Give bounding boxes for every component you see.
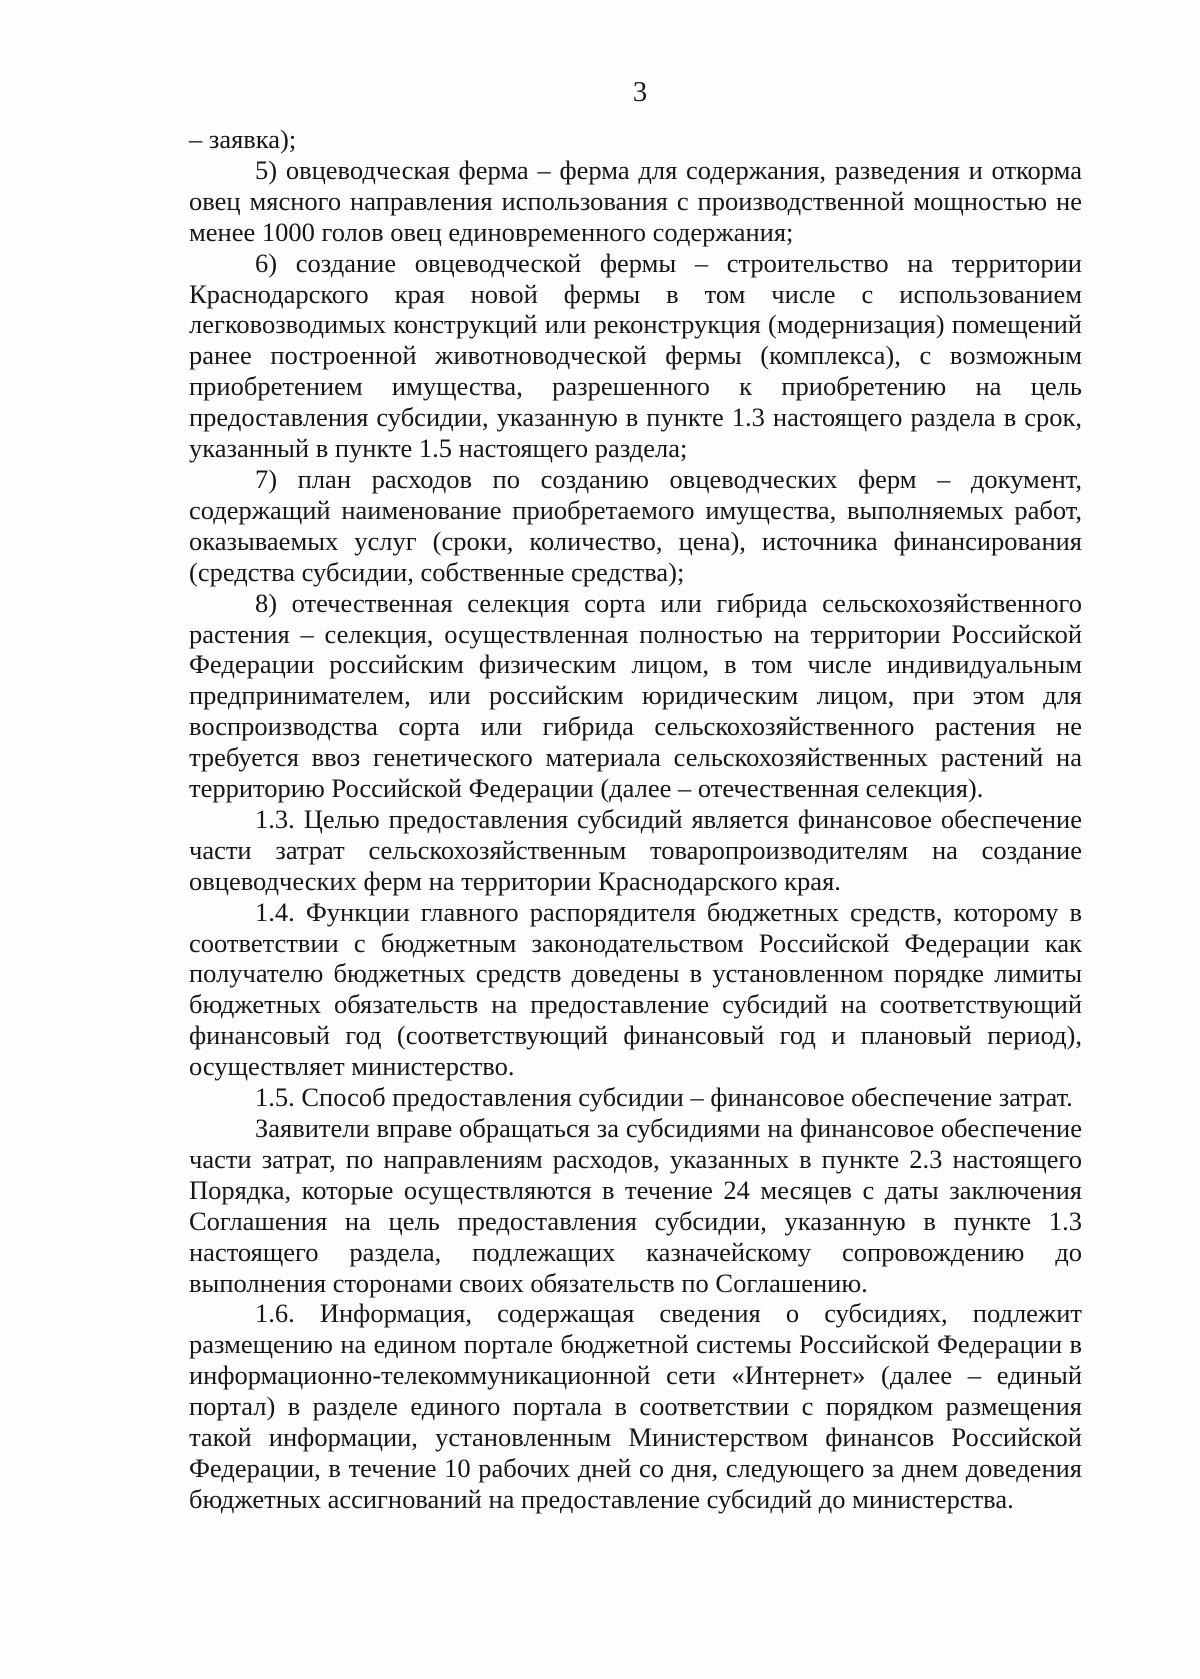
paragraph-item-7: 7) план расходов по созданию овцеводческих ферм – документ, содержащий наименование приобретаемого имущества, выполняемых работ, оказываемых услуг (сроки, количество, цена), источника финансирования (средства субсидии, собственные средства);	[189, 463, 1082, 587]
paragraph-1-6: 1.6. Информация, содержащая сведения о субсидиях, подлежит размещению на едином портале бюджетной системы Российской Федерации в информационно-телекоммуникационной сети «Интернет» (далее – единый портал) в разделе единого портала в соответствии с порядком размещения такой информации, установленным Министерством финансов Российской Федерации, в течение 10 рабочих дней со дня, следующего за днем доведения бюджетных ассигнований на предоставление субсидий до министерства.	[189, 1298, 1082, 1514]
document-body	[189, 124, 1082, 1515]
paragraph-1-5: 1.5. Способ предоставления субсидии – финансовое обеспечение затрат.	[255, 1082, 1073, 1113]
paragraph-item-5: 5) овцеводческая ферма – ферма для содержания, разведения и откорма овец мясного направления использования с производственной мощностью не менее 1000 голов овец единовременного содержания;	[189, 154, 1082, 247]
paragraph-item-6: 6) создание овцеводческой фермы – строительство на территории Краснодарского края новой фермы в том числе с использованием легковозводимых конструкций или реконструкция (модернизация) помещений ранее построенной животноводческой фермы (комплекса), с возможным приобретением имущества, разрешенного к приобретению на цель предоставления субсидии, указанную в пункте 1.3 настоящего раздела в срок, указанный в пункте 1.5 настоящего раздела;	[189, 247, 1082, 464]
paragraph-applicants: Заявители вправе обращаться за субсидиями на финансовое обеспечение части затрат, по направлениям расходов, указанных в пункте 2.3 настоящего Порядка, которые осуществляются в течение 24 месяцев с даты заключения Соглашения на цель предоставления субсидии, указанную в пункте 1.3 настоящего раздела, подлежащих казначейскому сопровождению до выполнения сторонами своих обязательств по Соглашению.	[189, 1113, 1082, 1298]
paragraph-1-4: 1.4. Функции главного распорядителя бюджетных средств, которому в соответствии с бюджетным законодательством Российской Федерации как получателю бюджетных средств доведены в установленном порядке лимиты бюджетных обязательств на предоставление субсидий на соответствующий финансовый год (соответствующий финансовый год и плановый период), осуществляет министерство.	[189, 896, 1082, 1082]
paragraph-1-3: 1.3. Целью предоставления субсидий является финансовое обеспечение части затрат сельскохозяйственным товаропроизводителям на создание овцеводческих ферм на территории Краснодарского края.	[189, 803, 1082, 896]
page-number: 3	[632, 76, 648, 108]
paragraph-item-8: 8) отечественная селекция сорта или гибрида сельскохозяйственного растения – селекция, осуществленная полностью на территории Российской Федерации российским физическим лицом, в том числе индивидуальным предпринимателем, или российским юридическим лицом, при этом для воспроизводства сорта или гибрида сельскохозяйственного растения не требуется ввоз генетического материала сельскохозяйственных растений на территорию Российской Федерации (далее – отечественная селекция).	[189, 587, 1082, 804]
paragraph-continuation: – заявка);	[189, 124, 297, 154]
